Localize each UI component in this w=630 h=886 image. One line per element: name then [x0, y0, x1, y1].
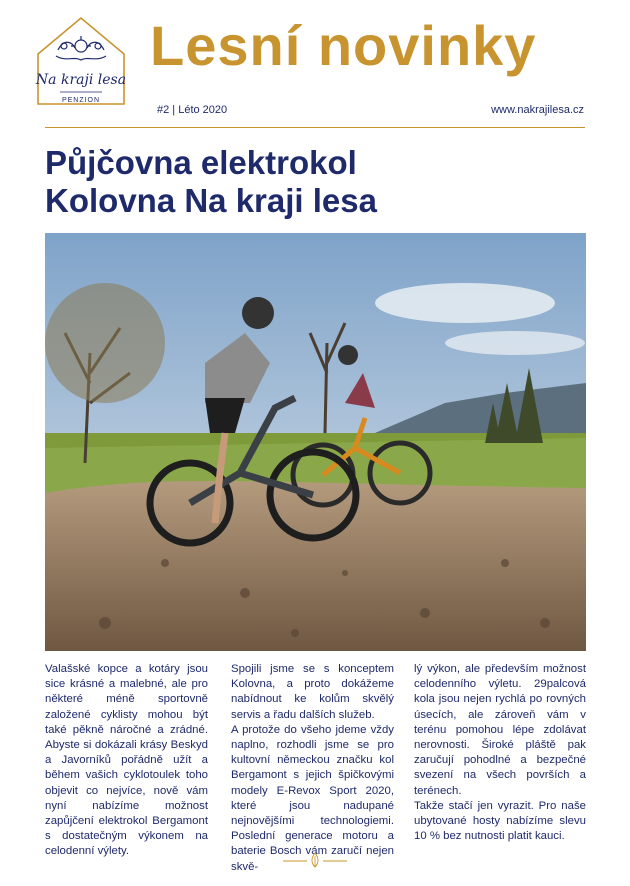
leaf-ornament-icon: [283, 851, 347, 869]
paragraph: Takže stačí jen vyrazit. Pro naše ubytované hosty nabízíme slevu 10 % bez nutnosti platit kauci.: [414, 799, 586, 843]
headline-line-2: Kolovna Na kraji lesa: [45, 182, 377, 219]
article-column-3: [414, 662, 586, 844]
paragraph: lý výkon, ale především možnost celodenního výletu. 29palcová kola jsou nejen rychlá po rovných úsecích, ale zároveň vám v terénu pomohou lépe zdolávat nerovnosti. Široké pláště pak zaručují pohodlné a bezpečné svezení na všech površích a terénech.: [414, 663, 586, 797]
header-divider: [45, 127, 585, 128]
article-photo: [45, 233, 586, 651]
logo-subtitle: PENZION: [61, 97, 101, 104]
website-link[interactable]: www.nakrajilesa.cz: [491, 104, 584, 116]
article-headline: [45, 144, 585, 220]
article-column-2: [231, 662, 394, 875]
paragraph: A protože do všeho jdeme vždy naplno, rozhodli jsme se pro kultovní německou značku kol Bergamont s jejich špičkovými modely E-Revox Sport 2020, které jsou nadupané nejnovějšími technologiemi. Poslední generace motoru a baterie Bosch vám zaručí nejen skvě-: [231, 723, 394, 873]
logo-name: Na kraji lesa: [35, 72, 127, 88]
headline-line-1: Půjčovna elektrokol: [45, 144, 357, 181]
article-column-1: [45, 662, 208, 860]
masthead-title: Lesní novinky: [150, 14, 537, 77]
penzion-logo: [34, 12, 128, 112]
paragraph: Spojili jsme se s konceptem Kolovna, a proto dokážeme nabídnout ke kolům skvělý servis a řadu dalších služeb.: [231, 663, 394, 721]
issue-number: #2 | Léto 2020: [157, 104, 228, 116]
paragraph: Valašské kopce a kotáry jsou sice krásné a malebné, ale pro některé méně sportovně založené cyklisty mohou být také pěkně náročné a zrádné. Abyste si dokázali krásy Beskyd a Javorníků pořádně užít a během vašich cyklotoulek toho objevit co nejvíce, nově vám nyní nabízíme možnost zapůjčení elektrokol Bergamont s dostatečným výkonem na celodenní výlety.: [45, 663, 208, 858]
